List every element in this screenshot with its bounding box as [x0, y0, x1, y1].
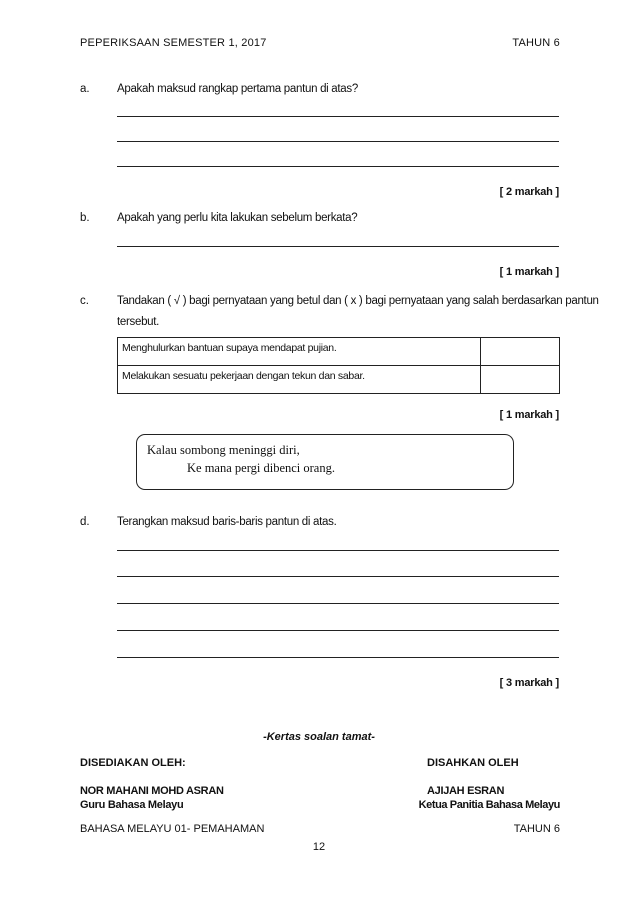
approved-by-name: AJIJAH ESRAN [427, 785, 505, 797]
answer-line [117, 550, 559, 551]
statement-table [117, 337, 560, 394]
answer-line [117, 141, 559, 142]
answer-line [117, 166, 559, 167]
question-d-text: Terangkan maksud baris-baris pantun di atas. [117, 516, 337, 528]
question-c-marks: [ 1 markah ] [499, 409, 559, 421]
question-a-label: a. [80, 83, 90, 95]
answer-checkbox[interactable] [481, 366, 560, 394]
question-d-label: d. [80, 516, 90, 528]
header-left: PEPERIKSAAN SEMESTER 1, 2017 [80, 37, 267, 49]
statement-cell [118, 366, 481, 394]
question-c-text-line1: Tandakan ( √ ) bagi pernyataan yang betul dan ( x ) bagi pernyataan yang salah berdasarkan pantun [117, 295, 599, 307]
question-a-marks: [ 2 markah ] [499, 186, 559, 198]
answer-line [117, 576, 559, 577]
statement-text: Melakukan sesuatu pekerjaan dengan tekun dan sabar. [122, 370, 365, 382]
page-number: 12 [312, 841, 326, 853]
question-a-text: Apakah maksud rangkap pertama pantun di atas? [117, 83, 358, 95]
prepared-by-name: NOR MAHANI MOHD ASRAN [80, 785, 224, 797]
prepared-by-role: Guru Bahasa Melayu [80, 799, 184, 811]
poem-line-1: Kalau sombong meninggi diri, [147, 443, 300, 457]
answer-line [117, 630, 559, 631]
table-row [118, 366, 560, 394]
question-c-label: c. [80, 295, 89, 307]
answer-line [117, 657, 559, 658]
statement-text: Menghulurkan bantuan supaya mendapat pujian. [122, 342, 337, 354]
footer-left: BAHASA MELAYU 01- PEMAHAMAN [80, 823, 265, 835]
poem-line-2: Ke mana pergi dibenci orang. [187, 461, 335, 475]
approved-by-label: DISAHKAN OLEH [427, 757, 519, 769]
question-c-text-line2: tersebut. [117, 316, 160, 328]
approved-by-role: Ketua Panitia Bahasa Melayu [418, 799, 560, 811]
question-d-marks: [ 3 markah ] [499, 677, 559, 689]
header-right: TAHUN 6 [512, 37, 560, 49]
prepared-by-label: DISEDIAKAN OLEH: [80, 757, 186, 769]
poem-box [136, 434, 514, 490]
answer-checkbox[interactable] [481, 338, 560, 366]
answer-line [117, 246, 559, 247]
question-b-text: Apakah yang perlu kita lakukan sebelum berkata? [117, 212, 358, 224]
table-row [118, 338, 560, 366]
question-b-label: b. [80, 212, 90, 224]
end-note: -Kertas soalan tamat- [263, 731, 375, 743]
statement-cell [118, 338, 481, 366]
answer-line [117, 116, 559, 117]
question-b-marks: [ 1 markah ] [499, 266, 559, 278]
footer-right: TAHUN 6 [513, 823, 560, 835]
answer-line [117, 603, 559, 604]
